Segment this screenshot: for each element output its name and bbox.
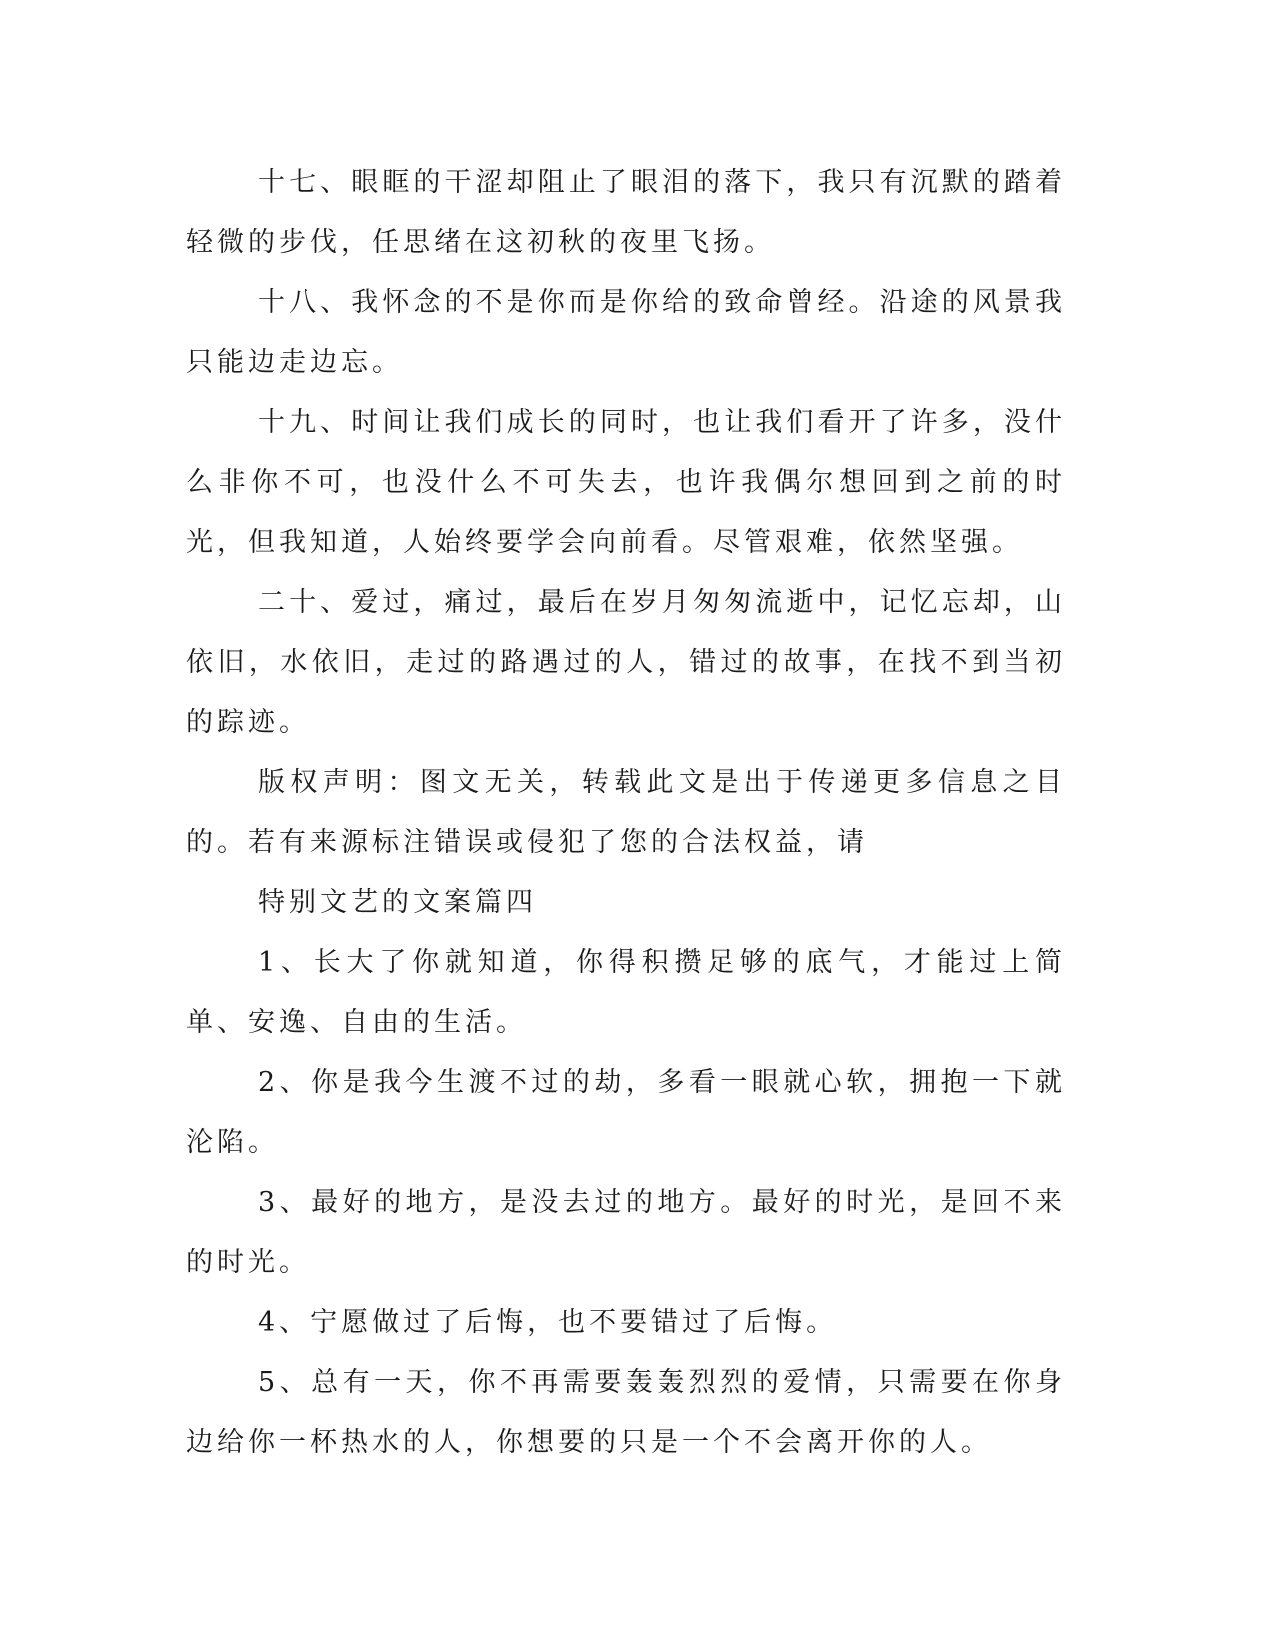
list-item-1: 1、长大了你就知道，你得积攒足够的底气，才能过上简单、安逸、自由的生活。 — [186, 947, 1066, 1038]
paragraph-19: 十九、时间让我们成长的同时，也让我们看开了许多，没什么非你不可，也没什么不可失去，也许我偶尔想回到之前的时光，但我知道，人始终要学会向前看。尽管艰难，依然坚强。 — [186, 407, 1066, 558]
paragraph-20: 二十、爱过，痛过，最后在岁月匆匆流逝中，记忆忘却，山依旧，水依旧，走过的路遇过的人，错过的故事，在找不到当初的踪迹。 — [186, 587, 1066, 738]
list-item-2: 2、你是我今生渡不过的劫，多看一眼就心软，拥抱一下就沦陷。 — [186, 1067, 1066, 1158]
paragraph-17: 十七、眼眶的干涩却阻止了眼泪的落下，我只有沉默的踏着轻微的步伐，任思绪在这初秋的夜里飞扬。 — [186, 167, 1066, 258]
document-body — [186, 153, 1066, 1473]
list-item-4: 4、宁愿做过了后悔，也不要错过了后悔。 — [258, 1307, 838, 1338]
list-item-5: 5、总有一天，你不再需要轰轰烈烈的爱情，只需要在你身边给你一杯热水的人，你想要的只是一个不会离开你的人。 — [186, 1367, 1066, 1458]
copyright-notice: 版权声明：图文无关，转载此文是出于传递更多信息之目的。若有来源标注错误或侵犯了您的合法权益，请 — [186, 767, 1066, 858]
paragraph-18: 十八、我怀念的不是你而是你给的致命曾经。沿途的风景我只能边走边忘。 — [186, 287, 1066, 378]
section-heading: 特别文艺的文案篇四 — [258, 887, 537, 918]
list-item-3: 3、最好的地方，是没去过的地方。最好的时光，是回不来的时光。 — [186, 1187, 1066, 1278]
